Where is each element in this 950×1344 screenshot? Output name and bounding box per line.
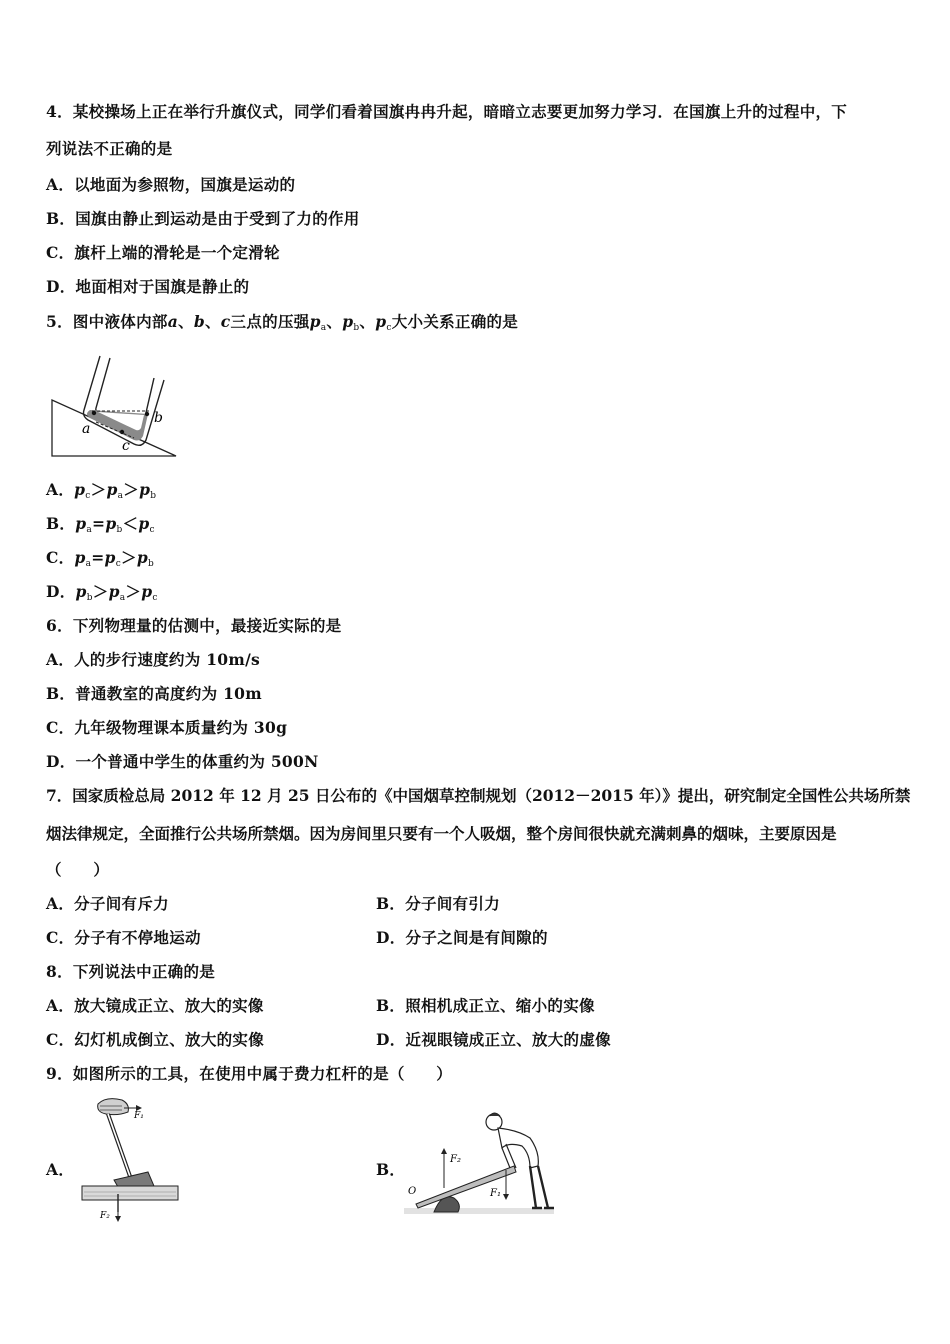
q5-sep: 、 <box>204 312 221 331</box>
option-letter: A． <box>46 480 75 499</box>
option-letter: D． <box>46 582 76 601</box>
q5-figure-label-b: b <box>154 410 163 426</box>
q6-option-c[interactable]: C．九年级物理课本质量约为 30g <box>46 718 288 737</box>
pressure-subscript: c <box>149 525 155 535</box>
q5-p: p <box>342 312 354 331</box>
pressure-symbol: p <box>138 514 150 533</box>
q5-sep: 、 <box>359 312 376 331</box>
pressure-symbol: p <box>139 480 151 499</box>
q5-sub-b: b <box>353 323 360 333</box>
q8-option-d[interactable]: D．近视眼镜成正立、放大的虚像 <box>376 1030 611 1049</box>
pressure-subscript: b <box>116 525 123 535</box>
q5-figure-label-c: c <box>122 438 130 454</box>
q7-option-b[interactable]: B．分子间有引力 <box>376 894 501 913</box>
q7-stem-line3: （ ） <box>46 860 110 879</box>
pressure-subscript: c <box>85 491 91 501</box>
q6-option-a[interactable]: A．人的步行速度约为 10m/s <box>46 650 261 669</box>
q5-figure-u-tube-on-incline <box>48 352 182 466</box>
q9-figure-a-hammer-lever <box>78 1094 182 1230</box>
option-letter: C． <box>46 548 75 567</box>
q5-sep: 、 <box>178 312 194 331</box>
pressure-subscript: b <box>147 559 155 569</box>
q9-fig-a-f1: F₁ <box>134 1111 144 1121</box>
comparison-operator: ＞ <box>125 582 142 601</box>
pressure-subscript: a <box>85 559 92 569</box>
pressure-subscript: a <box>119 593 126 603</box>
q4-stem-line2: 列说法不正确的是 <box>46 139 173 158</box>
pressure-symbol: p <box>106 480 118 499</box>
pressure-symbol: p <box>74 548 86 567</box>
q6-option-b[interactable]: B．普通教室的高度约为 10m <box>46 684 262 703</box>
q5-stem <box>46 312 518 338</box>
comparison-operator: ＞ <box>123 480 140 499</box>
q5-sub-c: c <box>386 323 392 333</box>
q4-option-b[interactable]: B．国旗由静止到运动是由于受到了力的作用 <box>46 209 360 228</box>
pressure-subscript: c <box>152 593 158 603</box>
comparison-operator: = <box>92 514 106 533</box>
q5-var-b: b <box>193 312 205 331</box>
q5-sub-a: a <box>320 323 327 333</box>
q5-option-a[interactable] <box>46 480 156 506</box>
pressure-subscript: b <box>86 593 93 603</box>
pressure-symbol: p <box>75 582 87 601</box>
q7-option-d[interactable]: D．分子之间是有间隙的 <box>376 928 548 947</box>
q4-stem-line1: 4．某校操场上正在举行升旗仪式，同学们看着国旗冉冉升起，暗暗立志要更加努力学习．在国旗上升的过程中，下 <box>46 102 848 121</box>
q9-figure-b-wheelbarrow-lever <box>402 1108 558 1228</box>
q7-option-a[interactable]: A．分子间有斥力 <box>46 894 169 913</box>
q4-option-a[interactable]: A．以地面为参照物，国旗是运动的 <box>46 175 296 194</box>
comparison-operator: ＞ <box>121 548 137 567</box>
q8-option-a[interactable]: A．放大镜成正立、放大的实像 <box>46 996 264 1015</box>
q9-fig-a-f2: F₂ <box>100 1211 110 1221</box>
q8-stem: 8．下列说法中正确的是 <box>46 962 216 981</box>
q9-option-b[interactable]: B． <box>376 1160 406 1179</box>
q5-option-d[interactable] <box>46 582 158 608</box>
pressure-symbol: p <box>75 514 87 533</box>
pressure-symbol: p <box>105 514 117 533</box>
q9-option-a[interactable]: A． <box>46 1160 75 1179</box>
q5-option-b[interactable] <box>46 514 155 540</box>
q5-stem-suffix: 大小关系正确的是 <box>391 312 519 331</box>
q8-option-b[interactable]: B．照相机成正立、缩小的实像 <box>376 996 595 1015</box>
comparison-operator: ＞ <box>90 480 107 499</box>
pressure-symbol: p <box>141 582 153 601</box>
q7-stem-line1: 7．国家质检总局 2012 年 12 月 25 日公布的《中国烟草控制规划（2012－2015 年）》提出，研究制定全国性公共场所禁 <box>46 786 911 805</box>
q7-stem-line2: 烟法律规定，全面推行公共场所禁烟。因为房间里只要有一个人吸烟，整个房间很快就充满刺鼻的烟味，主要原因是 <box>46 824 837 843</box>
q4-option-c[interactable]: C．旗杆上端的滑轮是一个定滑轮 <box>46 243 280 262</box>
pressure-subscript: a <box>117 491 124 501</box>
q5-stem-prefix: 5．图中液体内部 <box>46 312 168 331</box>
q5-var-a: a <box>167 312 179 331</box>
pressure-subscript: a <box>86 525 93 535</box>
q9-stem: 9．如图所示的工具，在使用中属于费力杠杆的是（ ） <box>46 1064 453 1083</box>
q4-option-d[interactable]: D．地面相对于国旗是静止的 <box>46 277 250 296</box>
comparison-operator: = <box>91 548 105 567</box>
pressure-symbol: p <box>104 548 116 567</box>
q5-stem-mid: 三点的压强 <box>230 312 310 331</box>
comparison-operator: ＞ <box>92 582 109 601</box>
pressure-symbol: p <box>74 480 86 499</box>
q9-fig-b-f2: F₂ <box>450 1154 461 1165</box>
option-letter: B． <box>46 514 76 533</box>
pressure-subscript: c <box>115 559 122 569</box>
q8-option-c[interactable]: C．幻灯机成倒立、放大的实像 <box>46 1030 265 1049</box>
q9-fig-b-f1: F₁ <box>490 1188 501 1199</box>
q5-option-c[interactable] <box>46 548 154 574</box>
q9-fig-b-o: O <box>408 1186 417 1197</box>
q6-option-d[interactable]: D．一个普通中学生的体重约为 500N <box>46 752 319 771</box>
q5-p: p <box>375 312 387 331</box>
q5-figure-label-a: a <box>82 421 91 437</box>
pressure-symbol: p <box>108 582 120 601</box>
q6-stem: 6．下列物理量的估测中，最接近实际的是 <box>46 616 342 635</box>
q7-option-c[interactable]: C．分子有不停地运动 <box>46 928 201 947</box>
q5-sep: 、 <box>326 312 343 331</box>
q5-var-c: c <box>220 312 231 331</box>
q5-p: p <box>309 312 321 331</box>
pressure-symbol: p <box>136 548 148 567</box>
pressure-subscript: b <box>150 491 157 501</box>
comparison-operator: ＜ <box>122 514 139 533</box>
